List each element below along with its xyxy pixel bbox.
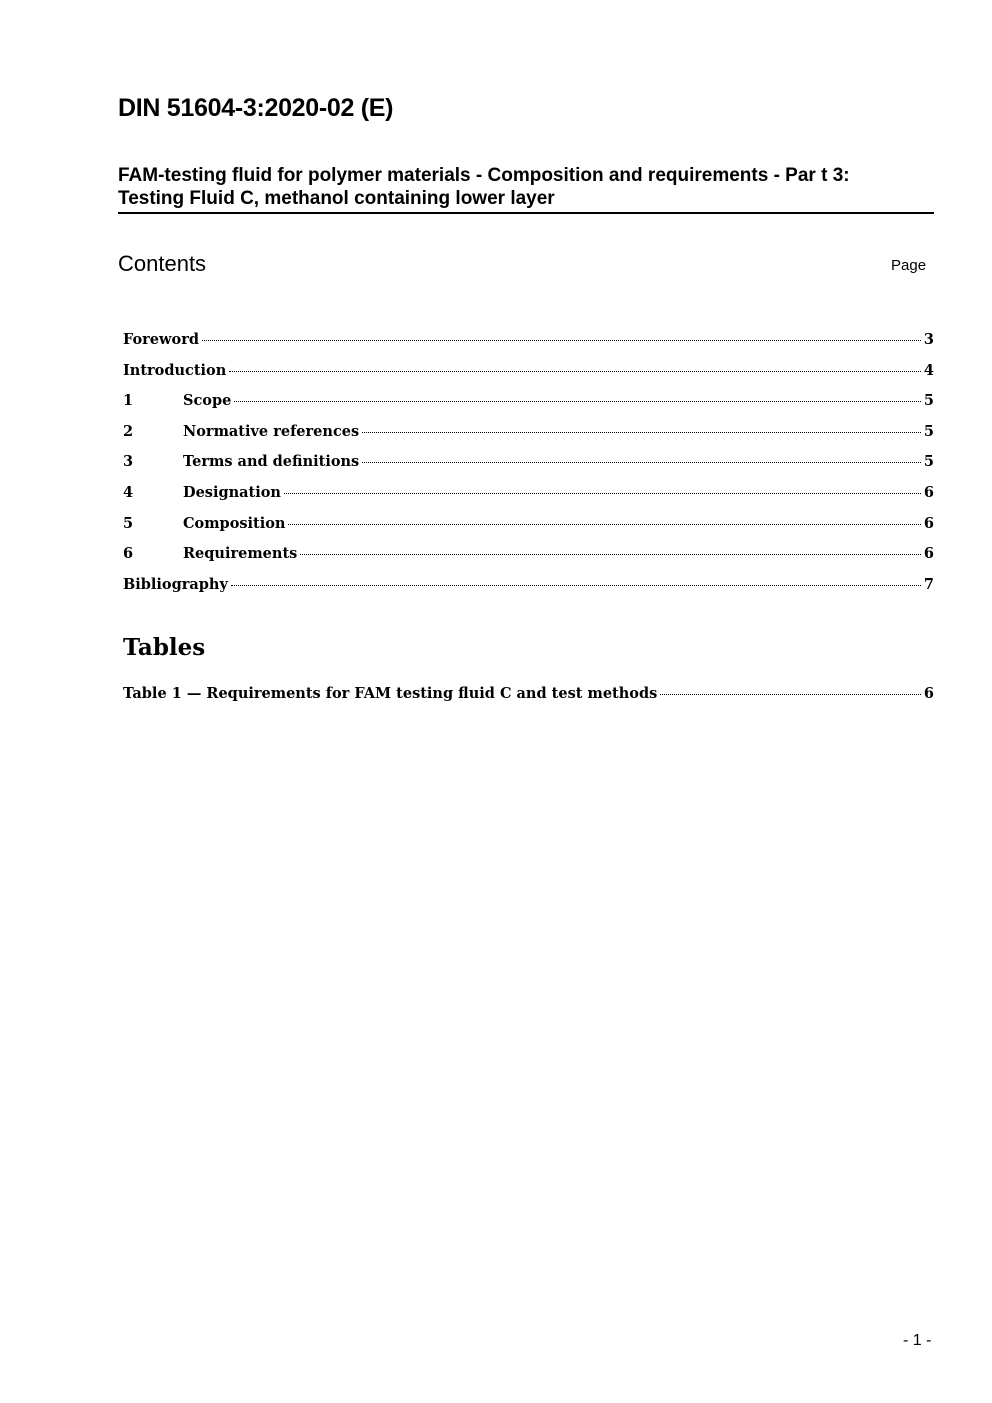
toc-entry-requirements[interactable] [123, 545, 934, 576]
toc-entry-introduction[interactable] [123, 362, 934, 393]
toc-entry-title: Composition [183, 514, 286, 532]
toc-entry-number: 5 [123, 514, 134, 532]
table-entry-page: 6 [923, 685, 934, 702]
toc-entry-scope[interactable] [123, 392, 934, 423]
dot-leader [229, 371, 921, 372]
page-column-label: Page [891, 257, 927, 274]
toc-entry-title: Bibliography [123, 575, 228, 593]
dot-leader [362, 462, 921, 463]
dot-leader [660, 694, 921, 695]
toc-entry-page: 6 [923, 545, 934, 563]
toc-entry-page: 5 [923, 392, 934, 410]
toc-entry-title: Foreword [123, 331, 199, 348]
document-subtitle [118, 164, 934, 214]
subtitle-line-2: Testing Fluid C, methanol containing lower layer [118, 188, 555, 209]
toc-entry-normative-references[interactable] [123, 423, 934, 454]
list-of-tables [123, 685, 934, 716]
toc-entry-title: Requirements [183, 545, 298, 563]
toc-entry-title: Introduction [123, 361, 227, 379]
dot-leader [362, 432, 921, 433]
contents-heading: Contents [118, 251, 207, 276]
document-id: DIN 51604-3:2020-02 (E) [118, 94, 394, 122]
toc-entry-title: Terms and definitions [183, 453, 360, 471]
toc-entry-foreword[interactable] [123, 331, 934, 362]
tables-heading: Tables [123, 634, 206, 661]
toc-entry-number: 1 [123, 392, 134, 410]
toc-entry-number: 2 [123, 422, 134, 440]
toc-entry-page: 5 [923, 422, 934, 440]
toc-entry-terms-and-definitions[interactable] [123, 453, 934, 484]
toc-entry-page: 4 [923, 361, 934, 379]
dot-leader [202, 340, 921, 341]
toc-entry-page: 3 [923, 331, 934, 348]
dot-leader [300, 554, 921, 555]
dot-leader [284, 493, 921, 494]
toc-entry-composition[interactable] [123, 515, 934, 546]
dot-leader [234, 401, 921, 402]
dot-leader [288, 524, 920, 525]
toc-entry-title: Designation [183, 483, 281, 501]
toc-entry-designation[interactable] [123, 484, 934, 515]
subtitle-line-1: FAM-testing fluid for polymer materials - Composition and requirements - Par t 3: [118, 165, 850, 186]
toc-entry-page: 6 [923, 483, 934, 501]
toc-entry-number: 6 [123, 545, 134, 563]
toc-entry-page: 5 [923, 453, 934, 471]
toc-entry-number: 3 [123, 453, 134, 471]
toc-entry-page: 6 [923, 514, 934, 532]
table-of-contents [123, 331, 934, 606]
toc-entry-title: Scope [183, 392, 232, 410]
table-entry-1[interactable] [123, 685, 934, 716]
table-entry-title: Table 1 — Requirements for FAM testing fluid C and test methods [123, 685, 658, 702]
toc-entry-bibliography[interactable] [123, 576, 934, 607]
dot-leader [231, 585, 921, 586]
toc-entry-title: Normative references [183, 422, 360, 440]
page-number: - 1 - [903, 1332, 932, 1349]
toc-entry-page: 7 [923, 575, 934, 593]
toc-entry-number: 4 [123, 483, 134, 501]
